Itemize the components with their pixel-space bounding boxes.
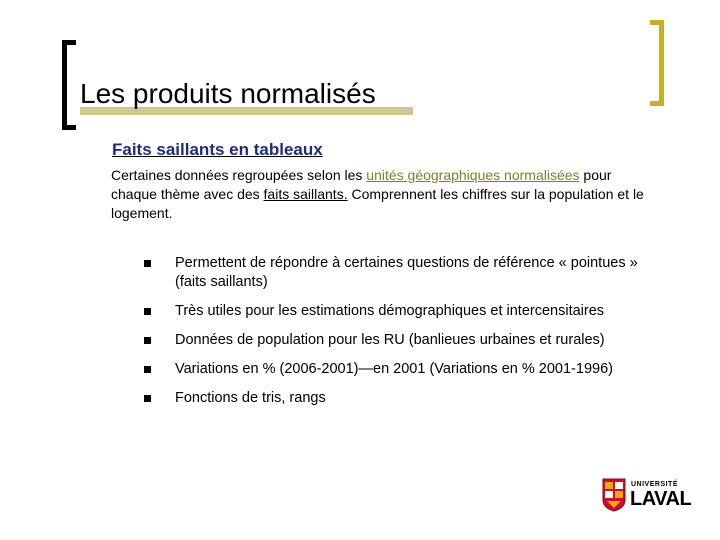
bullet-text: Variations en % (2006-2001)—en 2001 (Variations en % 2001-1996) — [175, 361, 613, 377]
intro-text-1: Certaines données regroupées selon les — [111, 167, 367, 183]
link-faits-saillants[interactable]: faits saillants. — [263, 186, 348, 202]
intro-text-2: pour chaque thème avec des — [111, 167, 612, 202]
square-bullet-icon — [144, 337, 151, 344]
intro-paragraph — [111, 166, 656, 223]
bullet-text: Fonctions de tris, rangs — [175, 390, 326, 406]
section-subtitle: Faits saillants en tableaux — [112, 140, 323, 159]
list-item — [144, 360, 664, 379]
logo-universite-text: UNIVERSITÉ — [631, 481, 679, 488]
logo-laval-text: LAVAL — [630, 488, 692, 510]
university-crest-icon — [602, 478, 626, 512]
bullet-list — [144, 254, 664, 418]
bullet-text: Permettent de répondre à certaines questions de référence « pointues » (faits saillants) — [175, 255, 638, 290]
bullet-text: Très utiles pour les estimations démographiques et intercensitaires — [175, 303, 605, 319]
list-item — [144, 331, 664, 350]
slide-title: Les produits normalisés — [80, 78, 376, 109]
list-item — [144, 389, 664, 408]
square-bullet-icon — [144, 260, 151, 267]
right-bracket-decoration — [650, 20, 664, 106]
square-bullet-icon — [144, 308, 151, 315]
intro-text-3: Comprennent les chiffres sur la population et le logement. — [111, 186, 644, 221]
list-item — [144, 302, 664, 321]
bullet-text: Données de population pour les RU (banlieues urbaines et rurales) — [175, 332, 605, 348]
link-unites-geographiques[interactable]: unités géographiques normalisées — [366, 167, 580, 183]
left-bracket-decoration — [62, 40, 76, 130]
square-bullet-icon — [144, 366, 151, 373]
list-item — [144, 254, 664, 292]
universite-laval-logo — [602, 478, 692, 516]
square-bullet-icon — [144, 395, 151, 402]
